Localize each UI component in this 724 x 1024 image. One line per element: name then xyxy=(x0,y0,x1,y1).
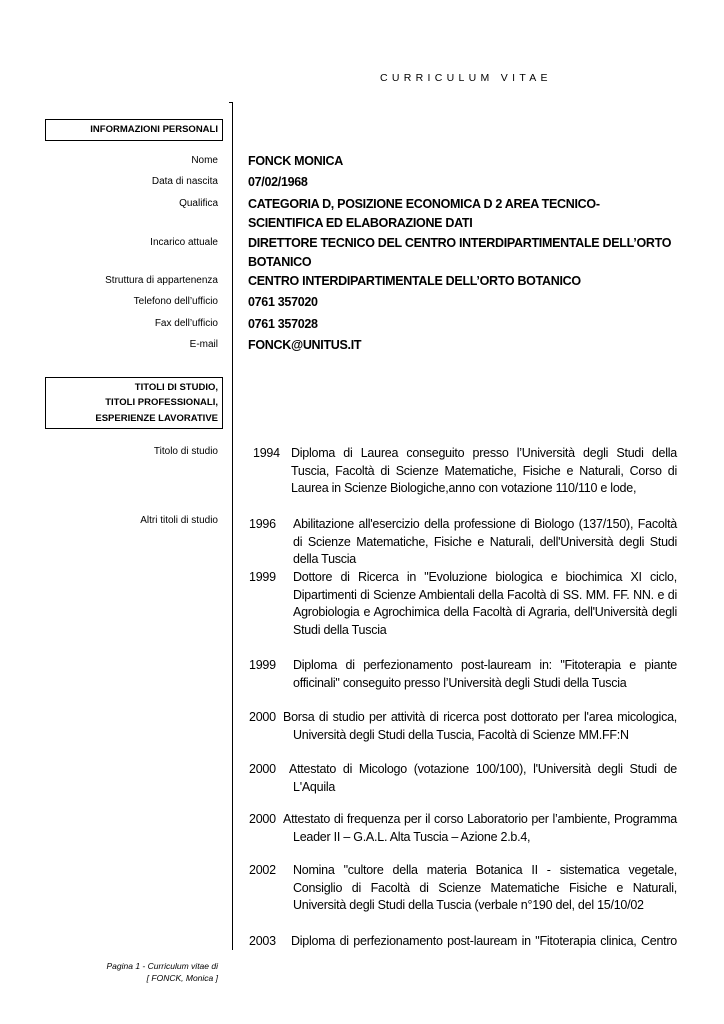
section-education xyxy=(45,377,223,429)
entry-year: 2002 xyxy=(249,863,276,877)
entry-year: 1996 xyxy=(249,517,276,531)
label-fax: Fax dell’ufficio xyxy=(154,318,218,329)
entry-text-first: Diploma di perfezionamento post-lauream in: "Fitoterapia e piante xyxy=(293,658,677,672)
entry-text-first: Dottore di Ricerca in "Evoluzione biologica e biochimica XI ciclo, xyxy=(293,570,677,584)
label-telefono: Telefono dell’ufficio xyxy=(133,296,218,307)
label-incarico: Incarico attuale xyxy=(150,237,218,248)
entry-text-rest: di Scienze Matematiche, Fisiche e Naturali, dell'Università degli Studi della Tuscia xyxy=(293,534,677,567)
entry-2000-attestato xyxy=(249,811,677,846)
entry-1999-dottorato xyxy=(249,569,677,640)
label-qualifica: Qualifica xyxy=(179,198,218,209)
entry-year: 1999 xyxy=(249,570,276,584)
entry-2000-micologo xyxy=(249,761,677,796)
entry-text-rest: Università degli Studi della Tuscia, Facoltà di Scienze MM.FF:N xyxy=(293,727,629,742)
section-personal-info-title: INFORMAZIONI PERSONALI xyxy=(90,124,218,135)
section-personal-info xyxy=(45,119,223,141)
section-education-title-3: ESPERIENZE LAVORATIVE xyxy=(95,412,218,424)
entry-text-rest: Leader II – G.A.L. Alta Tuscia – Azione 2.b.4, xyxy=(293,829,531,844)
entry-year: 2003 xyxy=(249,934,276,948)
entry-year: 2000 xyxy=(249,762,276,776)
section-education-title-2: TITOLI PROFESSIONALI, xyxy=(105,397,218,409)
value-telefono: 0761 357020 xyxy=(248,295,318,309)
entry-text-rest: L'Aquila xyxy=(293,779,336,794)
value-qualifica: CATEGORIA D, POSIZIONE ECONOMICA D 2 AREA TECNICO-SCIENTIFICA ED ELABORAZIONE DATI xyxy=(248,197,600,230)
label-titolo-studio: Titolo di studio xyxy=(153,446,218,457)
value-nome: FONCK MONICA xyxy=(248,154,344,168)
section-education-title-1: TITOLI DI STUDIO, xyxy=(134,382,218,393)
entry-text-first: Nomina "cultore della materia Botanica II - sistematica vegetale, xyxy=(293,863,677,877)
entry-year: 1994 xyxy=(253,446,280,460)
footer-line-2: [ FONCK, Monica ] xyxy=(146,972,218,983)
column-divider xyxy=(232,102,233,950)
value-email: FONCK@UNITUS.IT xyxy=(248,338,362,352)
entry-text-first: Abilitazione all'esercizio della professione di Biologo (137/150), Facoltà xyxy=(293,517,677,531)
entry-1994 xyxy=(253,445,677,498)
entry-text-rest: Consiglio di Facoltà di Scienze Matematiche Fisiche e Naturali, Università degli Studi della Tuscia (verbale n°190 del, del 15/10/02 xyxy=(293,880,677,913)
value-fax: 0761 357028 xyxy=(248,317,318,331)
label-data-nascita: Data di nascita xyxy=(151,176,218,187)
value-data-nascita: 07/02/1968 xyxy=(248,175,308,189)
footer-line-1: Pagina 1 - Curriculum vitae di xyxy=(106,961,218,971)
page-footer xyxy=(60,961,218,984)
entry-2000-borsa xyxy=(249,709,677,744)
entry-text-first: Attestato di Micologo (votazione 100/100), l'Università degli Studi de xyxy=(289,762,677,776)
entry-2002 xyxy=(249,862,677,915)
column-divider-tick xyxy=(229,102,233,103)
entry-text-first: Attestato di frequenza per il corso Laboratorio per l’ambiente, Programma xyxy=(283,812,677,826)
entry-2003 xyxy=(249,933,677,951)
label-altri-titoli: Altri titoli di studio xyxy=(140,515,218,526)
value-struttura: CENTRO INTERDIPARTIMENTALE DELL’ORTO BOTANICO xyxy=(248,274,581,288)
entry-year: 1999 xyxy=(249,658,276,672)
entry-text-first: Borsa di studio per attività di ricerca post dottorato per l'area micologica, xyxy=(283,710,677,724)
entry-text-first: Diploma di Laurea conseguito presso l’Università degli Studi della xyxy=(291,446,677,460)
label-email: E-mail xyxy=(189,339,218,350)
entry-text-rest: Tuscia, Facoltà di Scienze Matematiche, Fisiche e Naturali, Corso di Laurea in Scienze Biologiche,anno con votazione 110/110 e lode, xyxy=(291,463,677,496)
entry-text-rest: Dipartimenti di Scienze Ambientali della Facoltà di SS. MM. FF. NN. e di Agrobiologia e Agrochimica della Facoltà di Agraria, dell'Università degli Studi della Tuscia xyxy=(293,587,677,638)
document-title: CURRICULUM VITAE xyxy=(380,72,552,84)
entry-1999-perfezionamento xyxy=(249,657,677,692)
label-struttura: Struttura di appartenenza xyxy=(105,275,218,286)
label-nome: Nome xyxy=(191,155,218,166)
entry-year: 2000 xyxy=(249,812,276,826)
entry-1996 xyxy=(249,516,677,569)
entry-year: 2000 xyxy=(249,710,276,724)
value-incarico: DIRETTORE TECNICO DEL CENTRO INTERDIPARTIMENTALE DELL’ORTO BOTANICO xyxy=(248,236,672,269)
entry-text-first: Diploma di perfezionamento post-lauream in "Fitoterapia clinica, Centro xyxy=(291,934,677,948)
entry-text-rest: officinali" conseguito presso l’Università degli Studi della Tuscia xyxy=(293,675,627,690)
